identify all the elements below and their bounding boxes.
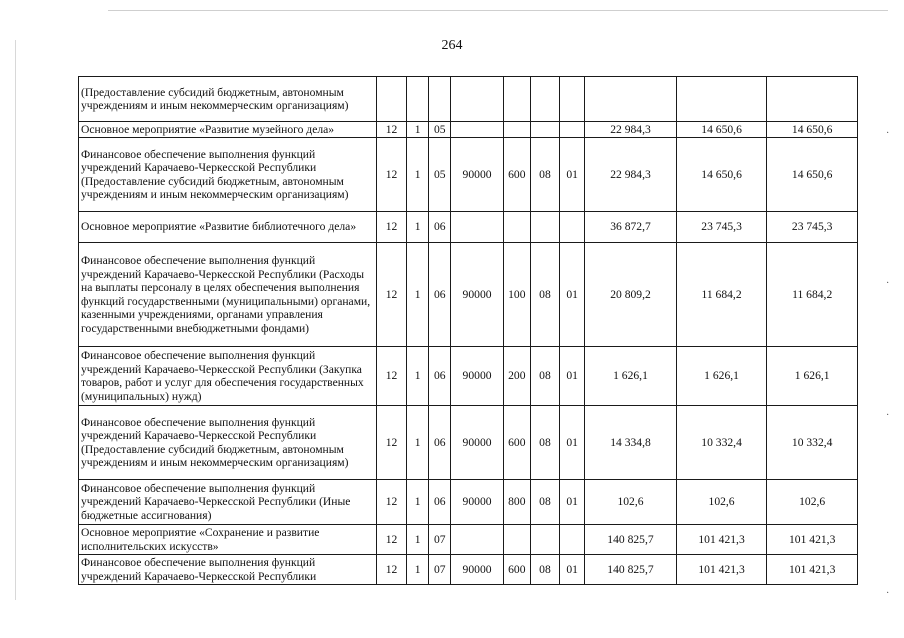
cell-amount-2: 10 332,4 [676,406,767,480]
cell-code-2: 1 [407,406,429,480]
cell-code-2: 1 [407,243,429,347]
cell-amount-3: 101 421,3 [767,525,858,555]
cell-amount-2: 14 650,6 [676,138,767,212]
cell-code-1: 12 [376,555,406,585]
row-name: Основное мероприятие «Сохранение и развитие исполнительских искусств» [79,525,377,555]
table-row [79,480,858,525]
cell-code-1: 12 [376,212,406,243]
row-name: Финансовое обеспечение выполнения функций учреждений Карачаево-Черкесской Республики (Предоставление субсидий бюджетным, автономным учреждениям и иным некоммерческим организациям) [79,138,377,212]
cell-code-5 [503,77,530,122]
top-border-line [108,10,888,11]
cell-code-7 [560,122,585,138]
cell-code-5: 800 [503,480,530,525]
table-row [79,347,858,406]
cell-code-1: 12 [376,347,406,406]
cell-code-2: 1 [407,480,429,525]
cell-code-4: 90000 [451,555,503,585]
cell-code-7: 01 [560,347,585,406]
cell-code-5: 100 [503,243,530,347]
cell-code-6: 08 [530,347,559,406]
cell-code-6: 08 [530,480,559,525]
cell-code-4: 90000 [451,243,503,347]
cell-code-7: 01 [560,406,585,480]
row-name: (Предоставление субсидий бюджетным, автономным учреждениям и иным некоммерческим организациям) [79,77,377,122]
cell-amount-1: 22 984,3 [585,138,677,212]
cell-code-2: 1 [407,212,429,243]
cell-amount-1: 102,6 [585,480,677,525]
cell-amount-2: 101 421,3 [676,555,767,585]
cell-code-7 [560,77,585,122]
cell-code-1 [376,77,406,122]
cell-code-3: 06 [429,212,451,243]
cell-code-2: 1 [407,525,429,555]
cell-code-2: 1 [407,138,429,212]
cell-amount-3 [767,77,858,122]
row-name: Финансовое обеспечение выполнения функций учреждений Карачаево-Черкесской Республики (Расходы на выплаты персоналу в целях обеспечения выполнения функций государственными (муниципальными) органами, казенными учреждениями, органами управления государственными внебюджетными фондами) [79,243,377,347]
cell-amount-1: 140 825,7 [585,555,677,585]
row-name: Финансовое обеспечение выполнения функций учреждений Карачаево-Черкесской Республики (Иные бюджетные ассигнования) [79,480,377,525]
table-row [79,406,858,480]
cell-code-7: 01 [560,243,585,347]
cell-code-1: 12 [376,243,406,347]
cell-code-1: 12 [376,122,406,138]
cell-amount-2: 11 684,2 [676,243,767,347]
cell-amount-2: 101 421,3 [676,525,767,555]
cell-amount-2: 14 650,6 [676,122,767,138]
table-row [79,77,858,122]
cell-code-5 [503,525,530,555]
cell-code-6 [530,77,559,122]
cell-amount-3: 102,6 [767,480,858,525]
cell-code-5: 600 [503,138,530,212]
cell-amount-1: 22 984,3 [585,122,677,138]
cell-code-6: 08 [530,138,559,212]
cell-code-1: 12 [376,406,406,480]
page-number: 264 [441,38,463,53]
table-row [79,525,858,555]
cell-code-5 [503,212,530,243]
cell-amount-3: 10 332,4 [767,406,858,480]
cell-code-7: 01 [560,480,585,525]
cell-code-2 [407,77,429,122]
row-name: Финансовое обеспечение выполнения функций учреждений Карачаево-Черкесской Республики [79,555,377,585]
cell-code-3: 06 [429,480,451,525]
cell-amount-3: 23 745,3 [767,212,858,243]
cell-code-1: 12 [376,525,406,555]
cell-code-6 [530,122,559,138]
cell-code-5: 600 [503,555,530,585]
cell-code-3: 07 [429,525,451,555]
cell-code-2: 1 [407,555,429,585]
cell-code-2: 1 [407,347,429,406]
cell-code-1: 12 [376,480,406,525]
table-row [79,243,858,347]
cell-amount-3: 1 626,1 [767,347,858,406]
cell-code-7 [560,525,585,555]
cell-amount-1: 36 872,7 [585,212,677,243]
cell-code-7: 01 [560,555,585,585]
cell-code-3: 05 [429,138,451,212]
cell-code-4: 90000 [451,480,503,525]
table-row [79,138,858,212]
cell-amount-2 [676,77,767,122]
cell-code-6 [530,525,559,555]
left-border-line [15,40,16,600]
cell-code-4 [451,77,503,122]
cell-amount-1: 14 334,8 [585,406,677,480]
cell-code-3: 06 [429,243,451,347]
table-row [79,212,858,243]
cell-amount-1: 20 809,2 [585,243,677,347]
cell-amount-2: 1 626,1 [676,347,767,406]
row-name: Финансовое обеспечение выполнения функций учреждений Карачаево-Черкесской Республики (Закупка товаров, работ и услуг для обеспечения государственных (муниципальных) нужд) [79,347,377,406]
scan-dot: · [886,588,890,599]
cell-amount-2: 23 745,3 [676,212,767,243]
cell-code-3: 06 [429,347,451,406]
cell-code-3: 07 [429,555,451,585]
cell-code-5 [503,122,530,138]
cell-code-2: 1 [407,122,429,138]
cell-code-4: 90000 [451,347,503,406]
cell-code-4: 90000 [451,406,503,480]
cell-code-7: 01 [560,138,585,212]
cell-code-5: 600 [503,406,530,480]
cell-code-4 [451,525,503,555]
cell-code-6: 08 [530,555,559,585]
cell-amount-2: 102,6 [676,480,767,525]
row-name: Основное мероприятие «Развитие музейного дела» [79,122,377,138]
cell-code-6 [530,212,559,243]
cell-amount-1 [585,77,677,122]
scan-dot: · [886,128,890,139]
row-name: Финансовое обеспечение выполнения функций учреждений Карачаево-Черкесской Республики (Предоставление субсидий бюджетным, автономным учреждениям и иным некоммерческим организациям) [79,406,377,480]
cell-code-3 [429,77,451,122]
cell-amount-1: 140 825,7 [585,525,677,555]
budget-table [78,76,858,585]
cell-code-4 [451,122,503,138]
cell-code-3: 06 [429,406,451,480]
cell-code-4 [451,212,503,243]
table-row [79,555,858,585]
cell-code-4: 90000 [451,138,503,212]
cell-amount-3: 14 650,6 [767,122,858,138]
cell-amount-3: 14 650,6 [767,138,858,212]
table-row [79,122,858,138]
cell-code-5: 200 [503,347,530,406]
cell-code-1: 12 [376,138,406,212]
cell-amount-3: 11 684,2 [767,243,858,347]
cell-code-3: 05 [429,122,451,138]
row-name: Основное мероприятие «Развитие библиотечного дела» [79,212,377,243]
cell-amount-1: 1 626,1 [585,347,677,406]
cell-code-7 [560,212,585,243]
scan-dot: · [886,278,890,289]
cell-code-6: 08 [530,406,559,480]
scan-dot: · [886,410,890,421]
cell-code-6: 08 [530,243,559,347]
cell-amount-3: 101 421,3 [767,555,858,585]
